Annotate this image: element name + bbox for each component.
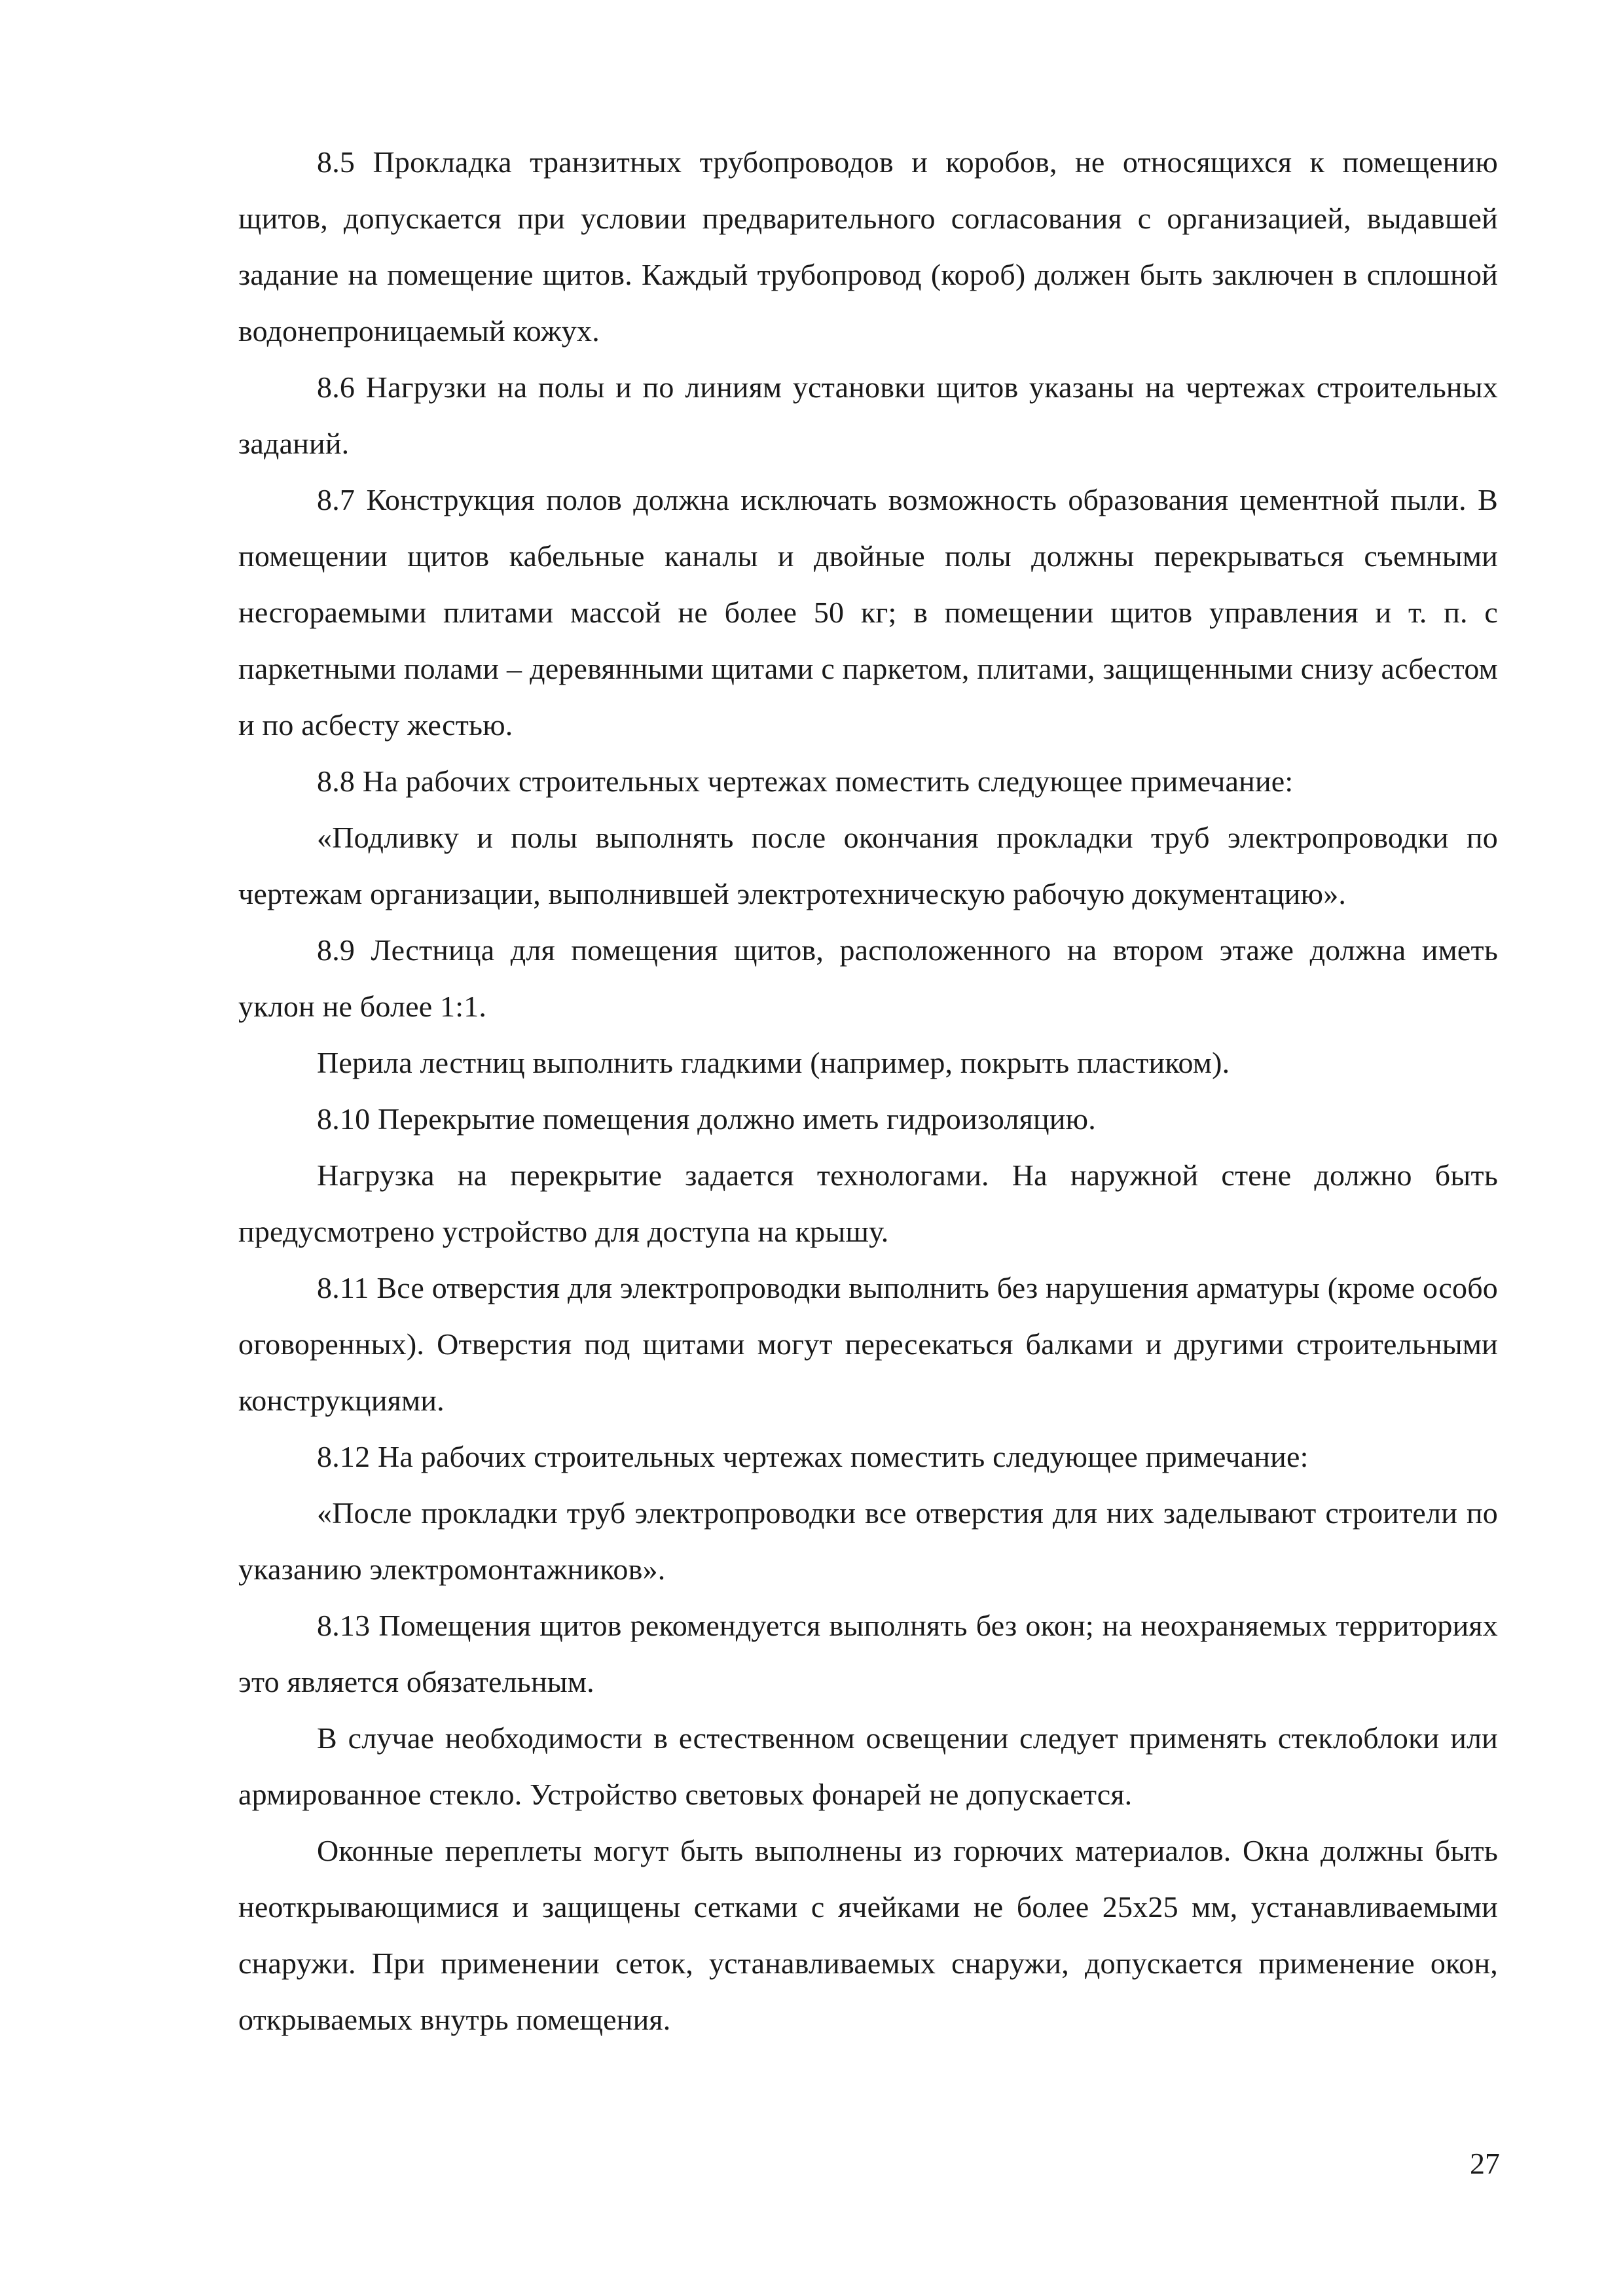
document-body: [238, 134, 1498, 2048]
paragraph-8-9-railings: Перила лестниц выполнить гладкими (например, покрыть пластиком).: [317, 1046, 1230, 1079]
paragraph-8-13: 8.13 Помещения щитов рекомендуется выполнять без окон; на неохраняемых территориях это является обязательным.: [238, 1609, 1498, 1698]
paragraph-8-7: 8.7 Конструкция полов должна исключать возможность образования цементной пыли. В помещении щитов кабельные каналы и двойные полы должны перекрываться съемными несгораемыми плитами массой не более 50 кг; в помещении щитов управления и т. п. с паркетными полами – деревянными щитами с паркетом, плитами, защищенными снизу асбестом и по асбесту жестью.: [238, 483, 1498, 742]
paragraph-8-5: 8.5 Прокладка транзитных трубопроводов и коробов, не относящихся к помещению щитов, допускается при условии предварительного согласования с организацией, выдавшей задание на помещение щитов. Каждый трубопровод (короб) должен быть заключен в сплошной водонепроницаемый кожух.: [238, 145, 1498, 348]
paragraph-8-13-windows: Оконные переплеты могут быть выполнены из горючих материалов. Окна должны быть неоткрывающимися и защищены сетками с ячейками не более 25х25 мм, устанавливаемыми снаружи. При применении сеток, устанавливаемых снаружи, допускается применение окон, открываемых внутрь помещения.: [238, 1834, 1498, 2036]
paragraph-8-10-load: Нагрузка на перекрытие задается технологами. На наружной стене должно быть предусмотрено устройство для доступа на крышу.: [238, 1158, 1498, 1248]
paragraph-8-6: 8.6 Нагрузки на полы и по линиям установки щитов указаны на чертежах строительных заданий.: [238, 370, 1498, 460]
paragraph-8-11: 8.11 Все отверстия для электропроводки выполнить без нарушения арматуры (кроме особо оговоренных). Отверстия под щитами могут пересекаться балками и другими строительными конструкциями.: [238, 1271, 1498, 1417]
paragraph-8-12-note: «После прокладки труб электропроводки все отверстия для них заделывают строители по указанию электромонтажников».: [238, 1496, 1498, 1586]
paragraph-8-13-lighting: В случае необходимости в естественном освещении следует применять стеклоблоки или армированное стекло. Устройство световых фонарей не допускается.: [238, 1721, 1498, 1811]
paragraph-8-12: 8.12 На рабочих строительных чертежах поместить следующее примечание:: [317, 1440, 1309, 1473]
paragraph-8-9: 8.9 Лестница для помещения щитов, расположенного на втором этаже должна иметь уклон не более 1:1.: [238, 933, 1498, 1023]
page-number: 27: [1470, 2147, 1500, 2180]
paragraph-8-10: 8.10 Перекрытие помещения должно иметь гидроизоляцию.: [317, 1102, 1096, 1136]
paragraph-8-8: 8.8 На рабочих строительных чертежах поместить следующее примечание:: [317, 764, 1294, 798]
paragraph-8-8-note: «Подливку и полы выполнять после окончания прокладки труб электропроводки по чертежам организации, выполнившей электротехническую рабочую документацию».: [238, 821, 1498, 910]
